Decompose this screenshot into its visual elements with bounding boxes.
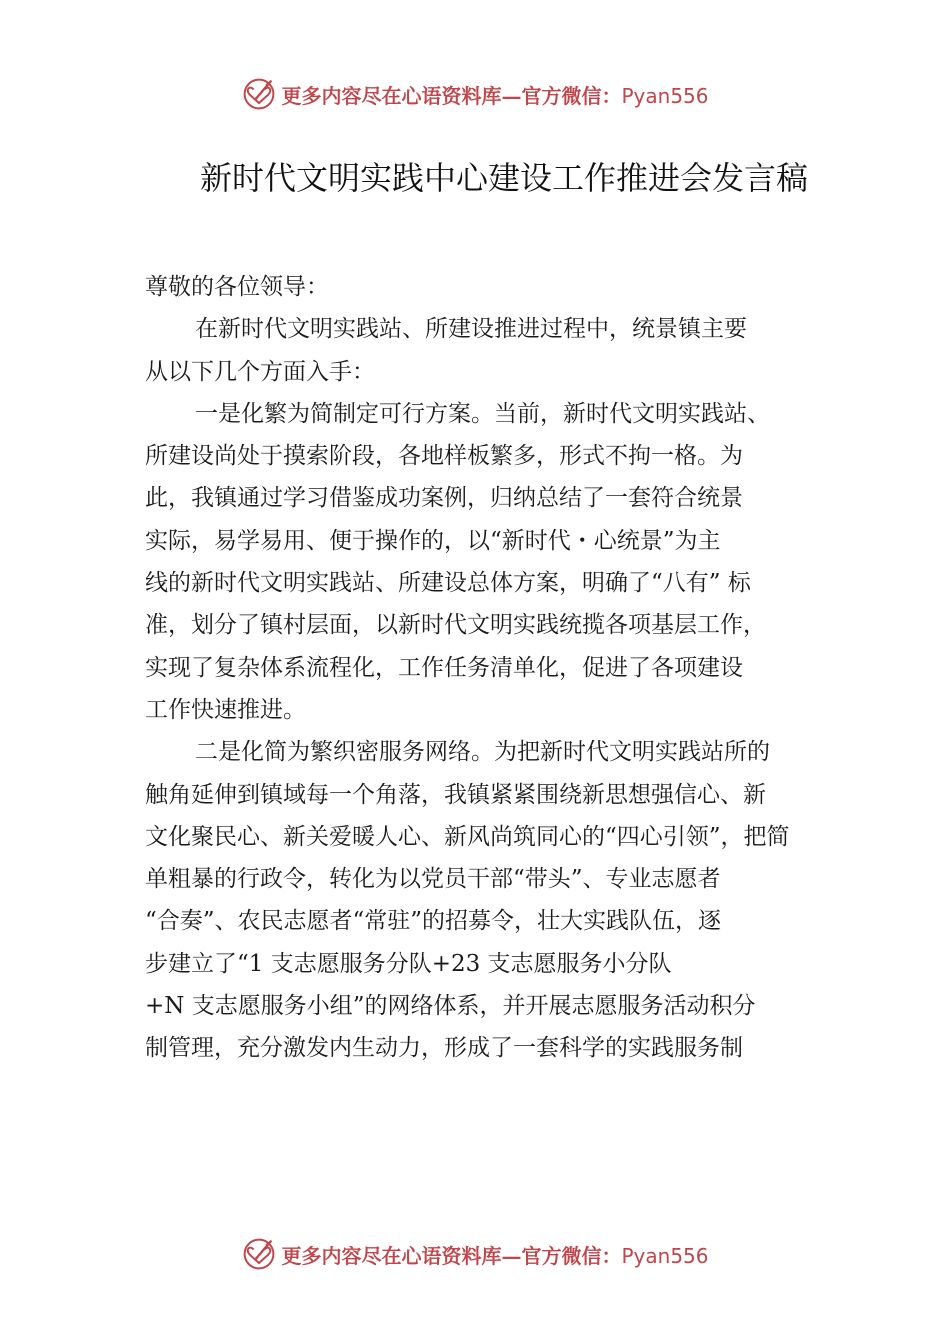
text-line: 所建设尚处于摸索阶段，各地样板繁多，形式不拘一格。为 — [145, 443, 743, 470]
text-line: 尊敬的各位领导： — [145, 274, 329, 300]
text-line: 线的新时代文明实践站、所建设总体方案，明确了“八有” 标 — [145, 570, 751, 597]
footer-banner — [0, 1232, 950, 1276]
text-line: 此，我镇通过学习借鉴成功案例，归纳总结了一套符合统景 — [145, 485, 743, 512]
footer-banner-text: 更多内容尽在心语资料库—官方微信：Pyan556 — [281, 1243, 709, 1268]
heart-quill-logo-icon — [241, 1236, 277, 1272]
text-line: “合奏”、农民志愿者“常驻”的招募令，壮大实践队伍，逐 — [145, 908, 722, 935]
text-line: 工作快速推进。 — [145, 696, 306, 723]
header-banner-text: 更多内容尽在心语资料库—官方微信：Pyan556 — [281, 83, 709, 108]
text-line: 一是化繁为简制定可行方案。当前，新时代文明实践站、 — [195, 400, 770, 427]
text-line: 从以下几个方面入手： — [145, 358, 375, 385]
text-line: +N 支志愿服务小组”的网络体系，并开展志愿服务活动积分 — [145, 993, 756, 1020]
text-line: 文化聚民心、新关爱暖人心、新风尚筑同心的“四心引领”，把简 — [145, 823, 790, 850]
document-title: 新时代文明实践中心建设工作推进会发言稿 — [199, 159, 808, 197]
text-line: 实现了复杂体系流程化，工作任务清单化，促进了各项建设 — [145, 654, 743, 681]
text-line: 单粗暴的行政令，转化为以党员干部“带头”、专业志愿者 — [145, 866, 721, 893]
heart-quill-logo-icon — [241, 76, 277, 112]
text-line: 准，划分了镇村层面，以新时代文明实践统揽各项基层工作， — [145, 612, 766, 639]
header-wechat-id: Pyan556 — [621, 83, 709, 108]
text-line: 制管理，充分激发内生动力，形成了一套科学的实践服务制 — [145, 1035, 743, 1062]
text-line: 二是化简为繁织密服务网络。为把新时代文明实践站所的 — [195, 739, 770, 766]
header-banner — [0, 72, 950, 116]
document-body — [145, 266, 845, 1070]
text-line: 实际，易学易用、便于操作的，以“新时代・心统景”为主 — [145, 527, 721, 554]
footer-wechat-id: Pyan556 — [621, 1243, 709, 1268]
text-line: 步建立了“1 支志愿服务分队+23 支志愿服务小分队 — [145, 950, 672, 977]
text-line: 触角延伸到镇域每一个角落，我镇紧紧围绕新思想强信心、新 — [145, 781, 766, 808]
text-line: 在新时代文明实践站、所建设推进过程中，统景镇主要 — [195, 316, 747, 343]
